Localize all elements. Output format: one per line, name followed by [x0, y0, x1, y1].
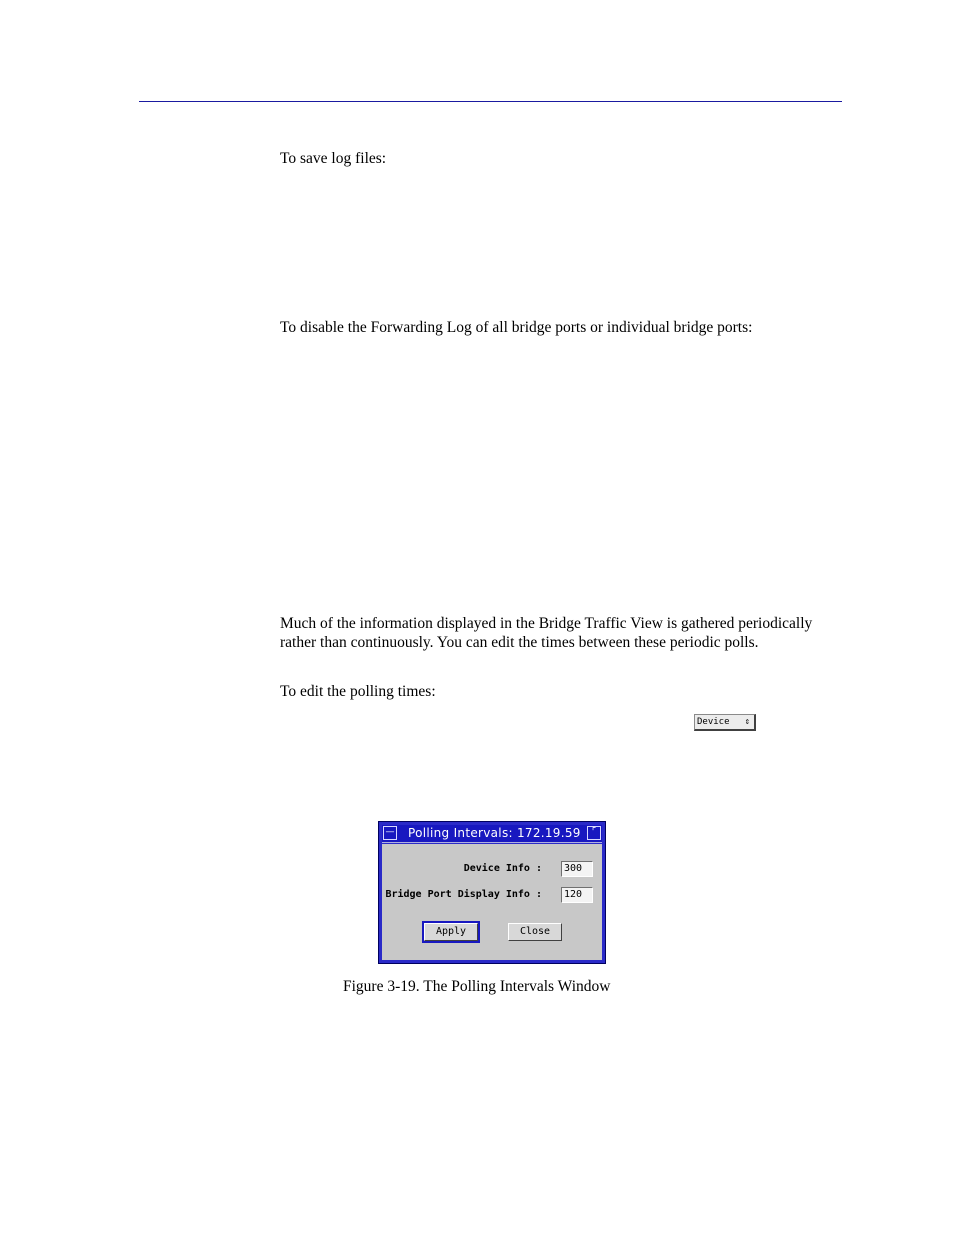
bridge-port-display-info-input[interactable]: 120 — [561, 887, 593, 903]
device-menu-label: Device — [697, 717, 730, 727]
maximize-icon[interactable]: ⌜ — [587, 826, 601, 840]
close-button[interactable]: Close — [508, 923, 562, 941]
device-menu-button[interactable] — [694, 714, 756, 731]
figure-caption: Figure 3-19. The Polling Intervals Window — [343, 978, 611, 995]
window-titlebar[interactable] — [382, 825, 602, 843]
window-client-area — [382, 844, 602, 960]
header-rule — [139, 101, 842, 102]
device-info-input[interactable]: 300 — [561, 861, 593, 877]
para-save-log-files: To save log files: — [280, 150, 387, 167]
window-title: Polling Intervals: 172.19.59 — [408, 826, 581, 840]
device-info-label: Device Info : — [463, 863, 542, 874]
apply-button[interactable]: Apply — [424, 923, 478, 941]
para-polling-intro: Much of the information displayed in the Bridge Traffic View is gathered periodically rather than continuously. You can edit the times between these periodic polls. — [280, 615, 813, 651]
window-menu-icon[interactable]: — — [383, 826, 397, 840]
para-edit-polling-times: To edit the polling times: — [280, 683, 436, 700]
bridge-port-display-info-label: Bridge Port Display Info : — [385, 889, 542, 900]
polling-intervals-window — [378, 821, 606, 964]
para-disable-forwarding-log: To disable the Forwarding Log of all bridge ports or individual bridge ports: — [280, 319, 753, 336]
updown-arrow-icon: ⇕ — [744, 717, 750, 727]
